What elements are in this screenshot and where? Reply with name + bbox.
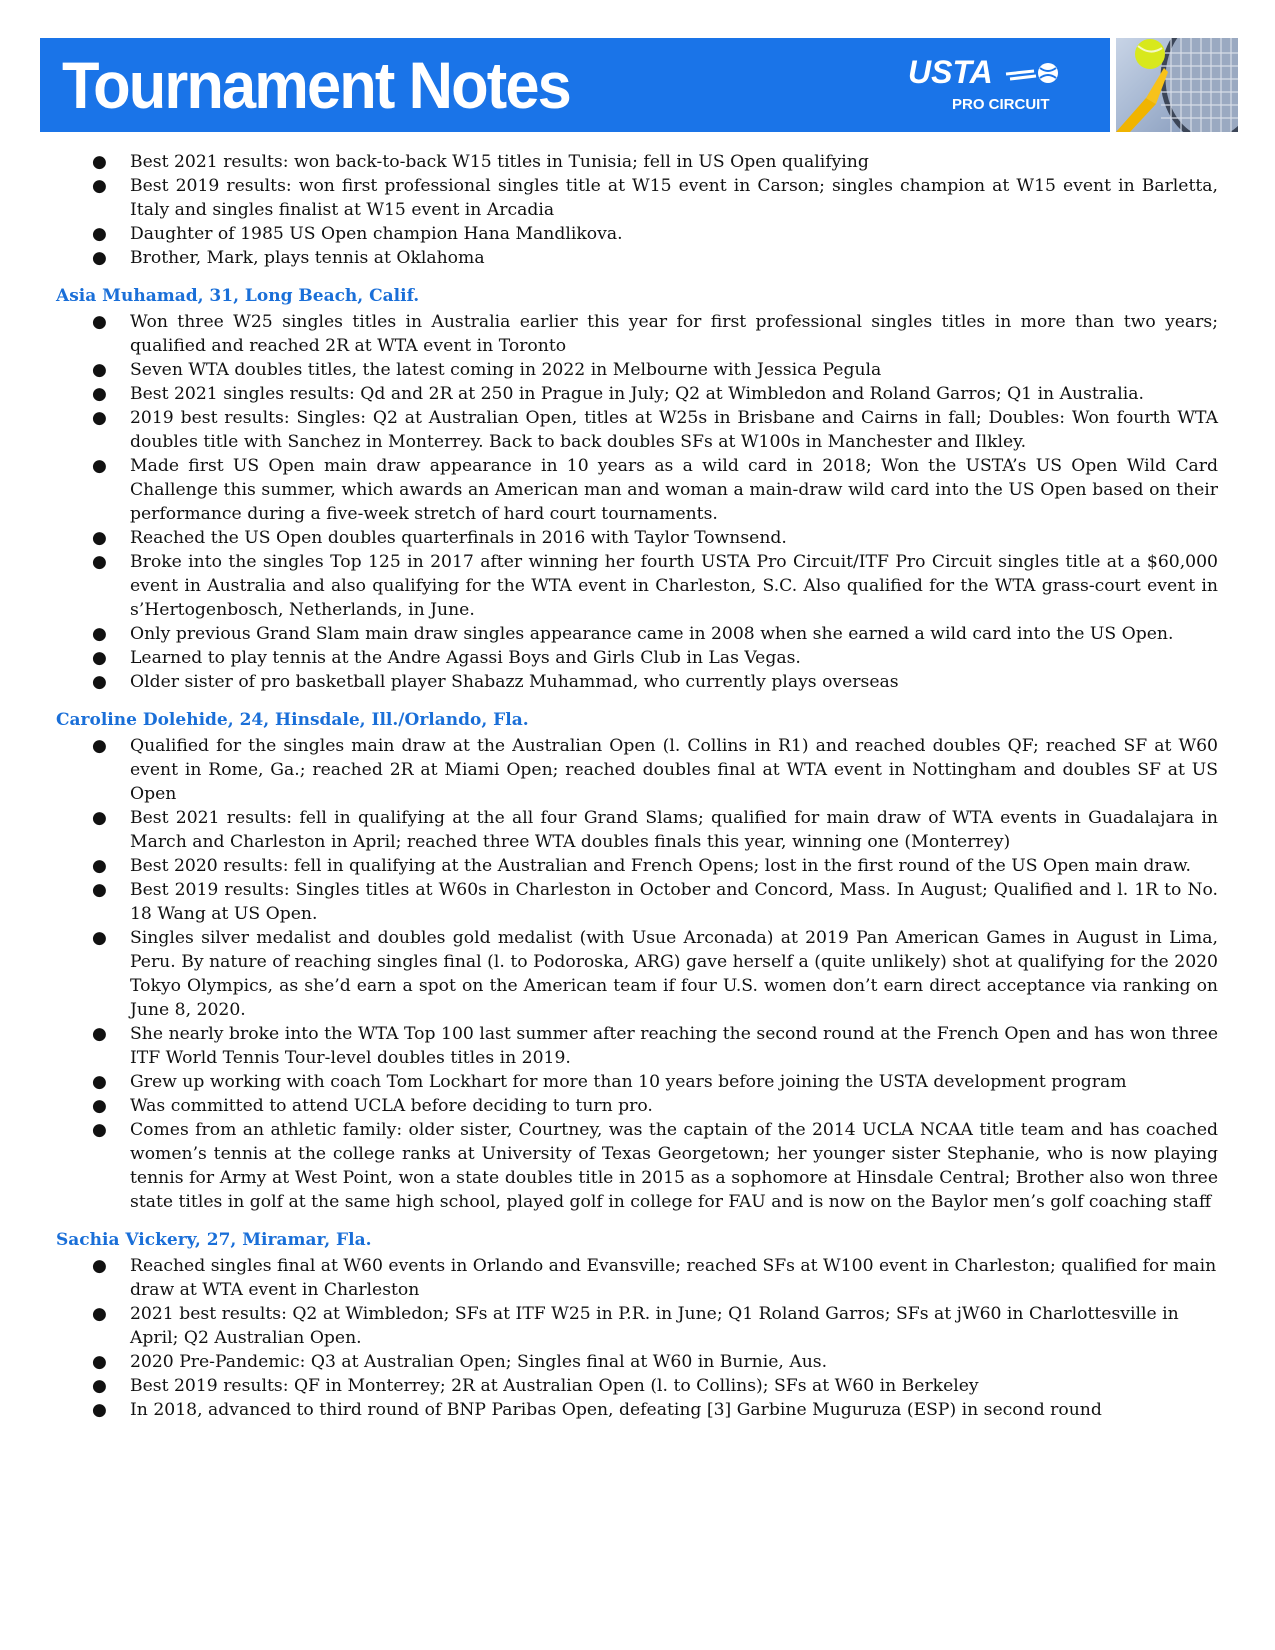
list-item: ● Best 2019 results: Singles titles at W60s in Charleston in October and Concord, Mass. In August; Qualified and l. 1R to No. 18 Wang at US Open.: [92, 880, 1218, 924]
player-bullet-list: [56, 310, 1218, 694]
list-item: ● Won three W25 singles titles in Australia earlier this year for first professional singles titles in more than two years; qualified and reached 2R at WTA event in Toronto: [92, 312, 1218, 356]
page-title: Tournament Notes: [62, 48, 570, 122]
list-item: ● Reached the US Open doubles quarterfinals in 2016 with Taylor Townsend.: [92, 528, 787, 548]
list-item: ● Best 2021 results: won back-to-back W15 titles in Tunisia; fell in US Open qualifying: [92, 152, 869, 172]
logo-text: USTA: [908, 54, 993, 90]
list-item: ● 2019 best results: Singles: Q2 at Australian Open, titles at W25s in Brisbane and Cairns in fall; Doubles: Won fourth WTA doubles title with Sanchez in Monterrey. Back to back doubles SFs at W100s in Manchester and Ilkley.: [92, 408, 1218, 452]
tennis-racket-photo: [1116, 38, 1238, 132]
list-item: ● Made first US Open main draw appearance in 10 years as a wild card in 2018; Won the USTA’s US Open Wild Card Challenge this summer, which awards an American man and woman a main-draw wild card into the US Open based on their performance during a five-week stretch of hard court tournaments.: [92, 456, 1218, 524]
list-item: ● Best 2019 results: won first professional singles title at W15 event in Carson; singles champion at W15 event in Barletta, Italy and singles finalist at W15 event in Arcadia: [92, 176, 1218, 220]
player-heading: Asia Muhamad, 31, Long Beach, Calif.: [56, 286, 420, 306]
list-item: ● Best 2021 results: fell in qualifying at the all four Grand Slams; qualified for main draw of WTA events in Guadalajara in March and Charleston in April; reached three WTA doubles finals this year, winning one (Monterrey): [92, 808, 1218, 852]
list-item: ● In 2018, advanced to third round of BNP Paribas Open, defeating [3] Garbine Muguruza (ESP) in second round: [92, 1400, 1102, 1420]
tennis-racket-icon: [1116, 38, 1238, 132]
list-item: ● Reached singles final at W60 events in Orlando and Evansville; reached SFs at W100 event in Charleston; qualified for main draw at WTA event in Charleston: [92, 1256, 1217, 1300]
list-item: ● Comes from an athletic family: older sister, Courtney, was the captain of the 2014 UCLA NCAA title team and has coached women’s tennis at the college ranks at University of Texas Georgetown; her younger sister Stephanie, who is now playing tennis for Army at West Point, won a state doubles title in 2015 as a sophomore at Hinsdale Central; Brother also won three state titles in golf at the same high school, played golf in college for FAU and is now on the Baylor men’s golf coaching staff: [92, 1120, 1218, 1212]
list-item: ● Broke into the singles Top 125 in 2017 after winning her fourth USTA Pro Circuit/ITF Pro Circuit singles title at a $60,000 event in Australia and also qualifying for the WTA event in Charleston, S.C. Also qualified for the WTA grass-court event in s’Hertogenbosch, Netherlands, in June.: [92, 552, 1218, 620]
list-item: ● She nearly broke into the WTA Top 100 last summer after reaching the second round at the French Open and has won three ITF World Tennis Tour-level doubles titles in 2019.: [92, 1024, 1218, 1068]
list-item: ● Brother, Mark, plays tennis at Oklahoma: [92, 248, 485, 268]
list-item: ● Best 2019 results: QF in Monterrey; 2R at Australian Open (l. to Collins); SFs at W60 in Berkeley: [92, 1376, 979, 1396]
list-item: ● Qualified for the singles main draw at the Australian Open (l. Collins in R1) and reached doubles QF; reached SF at W60 event in Rome, Ga.; reached 2R at Miami Open; reached doubles final at WTA event in Nottingham and doubles SF at US Open: [92, 736, 1218, 804]
notes-content: [56, 150, 1218, 1436]
player-heading: Caroline Dolehide, 24, Hinsdale, Ill./Orlando, Fla.: [56, 710, 529, 730]
header-banner: [40, 38, 1110, 132]
list-item: ● Older sister of pro basketball player Shabazz Muhammad, who currently plays overseas: [92, 672, 899, 692]
list-item: ● 2020 Pre-Pandemic: Q3 at Australian Open; Singles final at W60 in Burnie, Aus.: [92, 1352, 828, 1372]
list-item: ● Best 2021 singles results: Qd and 2R at 250 in Prague in July; Q2 at Wimbledon and Roland Garros; Q1 in Australia.: [92, 384, 1144, 404]
player-heading: Sachia Vickery, 27, Miramar, Fla.: [56, 1230, 372, 1250]
intro-bullet-list: [56, 150, 1218, 270]
list-item: ● Was committed to attend UCLA before deciding to turn pro.: [92, 1096, 653, 1116]
tennis-ball-swoosh-icon: [1004, 60, 1062, 86]
usta-logo: [908, 54, 1108, 124]
list-item: ● Seven WTA doubles titles, the latest coming in 2022 in Melbourne with Jessica Pegula: [92, 360, 882, 380]
list-item: ● 2021 best results: Q2 at Wimbledon; SFs at ITF W25 in P.R. in June; Q1 Roland Garros; SFs at jW60 in Charlottesville in April; Q2 Australian Open.: [92, 1304, 1179, 1348]
player-bullet-list: [56, 734, 1218, 1214]
player-bullet-list: [56, 1254, 1218, 1422]
list-item: ● Daughter of 1985 US Open champion Hana Mandlikova.: [92, 224, 623, 244]
list-item: ● Best 2020 results: fell in qualifying at the Australian and French Opens; lost in the first round of the US Open main draw.: [92, 856, 1191, 876]
list-item: ● Singles silver medalist and doubles gold medalist (with Usue Arconada) at 2019 Pan American Games in August in Lima, Peru. By nature of reaching singles final (l. to Podoroska, ARG) gave herself a (quite unlikely) shot at qualifying for the 2020 Tokyo Olympics, as she’d earn a spot on the American team if four U.S. women don’t earn direct acceptance via ranking on June 8, 2020.: [92, 928, 1218, 1020]
list-item: ● Only previous Grand Slam main draw singles appearance came in 2008 when she earned a wild card into the US Open.: [92, 624, 1174, 644]
logo-subtitle: PRO CIRCUIT: [952, 96, 1050, 113]
list-item: ● Learned to play tennis at the Andre Agassi Boys and Girls Club in Las Vegas.: [92, 648, 801, 668]
list-item: ● Grew up working with coach Tom Lockhart for more than 10 years before joining the USTA development program: [92, 1072, 1127, 1092]
